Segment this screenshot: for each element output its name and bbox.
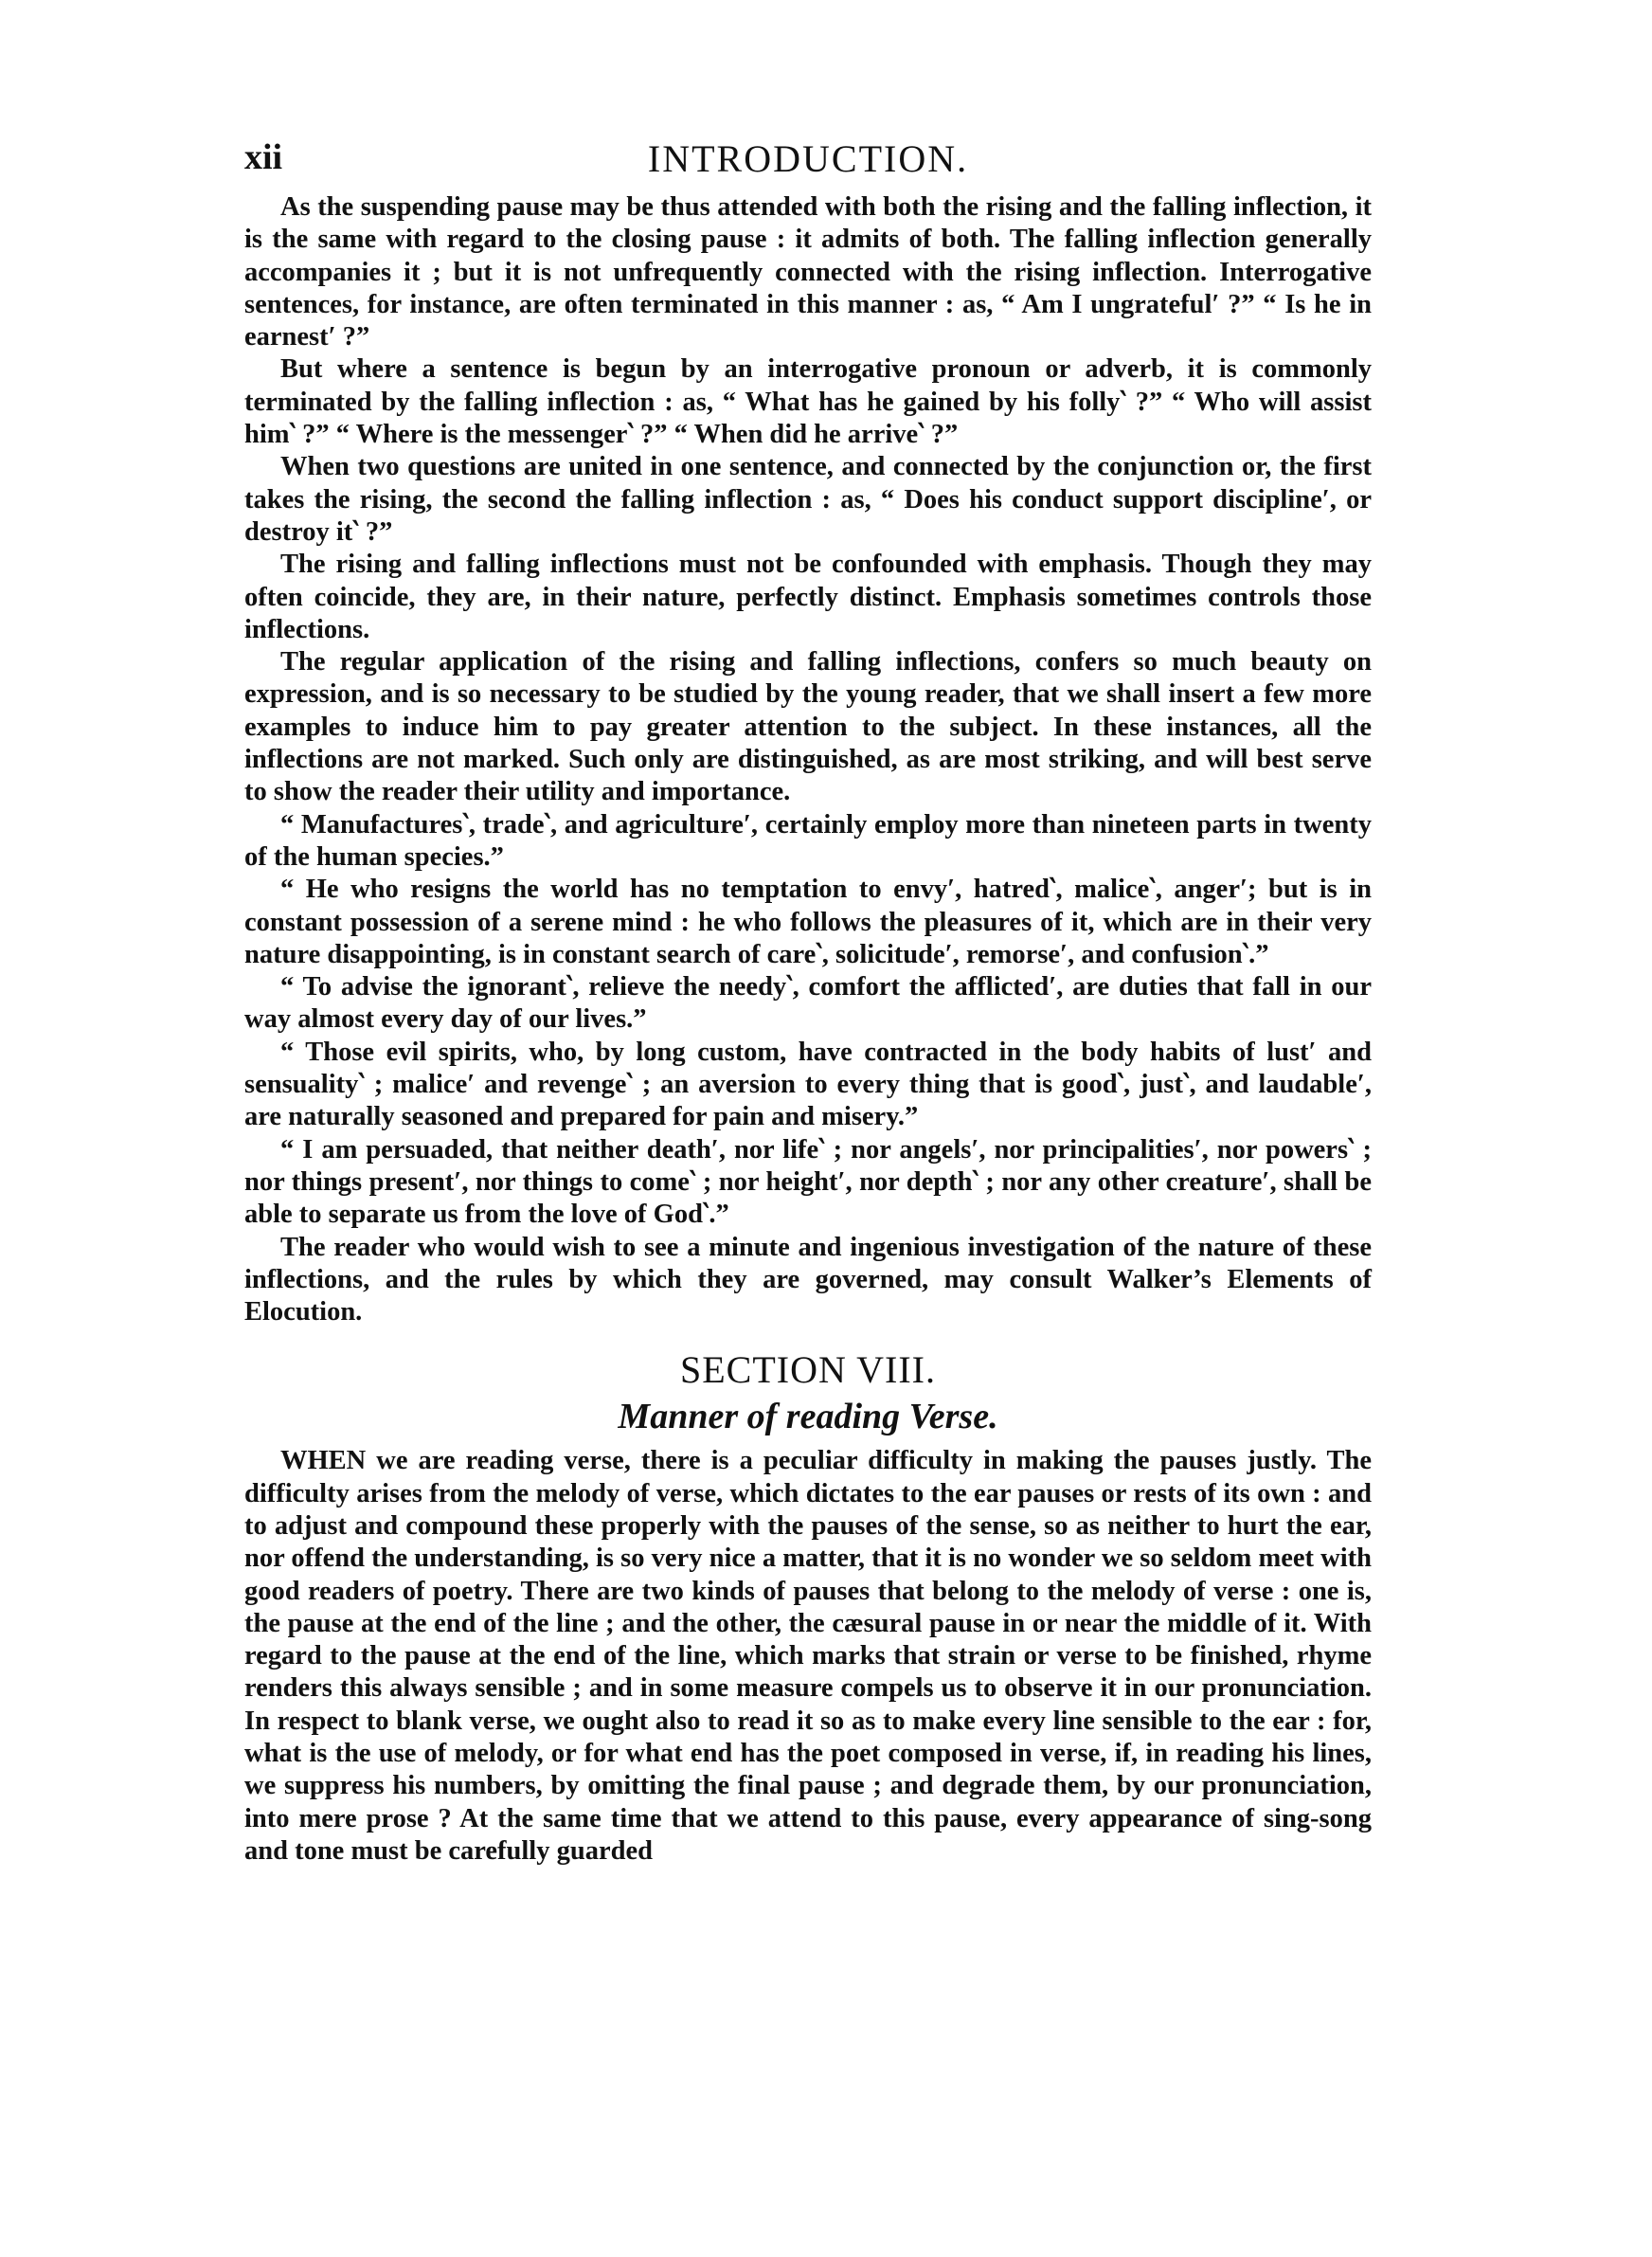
running-head: INTRODUCTION. (647, 137, 969, 180)
paragraph: “ He who resigns the world has no temptation to envy′, hatred‵, malice‵, anger′; but is in constant possession of a serene mind : he who follows the pleasures of it, which are in their very nature disappointing, is in constant search of care‵, solicitude′, remorse′, and confusion‵.” (244, 875, 1372, 969)
paragraph: WHEN we are reading verse, there is a peculiar difficulty in making the pauses justly. The difficulty arises from the melody of verse, which dictates to the ear pauses or rests of its own : and to adjust and compound these properly with the pauses of the sense, so as neither to hurt the ear, nor offend the understanding, is so very nice a matter, that it is no wonder we so seldom meet with good readers of poetry. There are two kinds of pauses that belong to the melody of verse : one is, the pause at the end of the line ; and the other, the cæsural pause in or near the middle of it. With regard to the pause at the end of the line, which marks that strain or verse to be finished, rhyme renders this always sensible ; and in some measure compels us to observe it in our pronunciation. In respect to blank verse, we ought also to read it so as to make every line sensible to the ear : for, what is the use of melody, or for what end has the poet composed in verse, if, in reading his lines, we suppress his numbers, by omitting the final pause ; and degrade them, by our pronunciation, into mere prose ? At the same time that we attend to this pause, every appearance of sing-song and tone must be carefully guarded (244, 1446, 1372, 1866)
paragraph: But where a sentence is begun by an interrogative pronoun or adverb, it is commonly terminated by the falling inflection : as, “ What has he gained by his folly‵ ?” “ Who will assist him‵ ?” “ Where is the messenger‵ ?” “ When did he arrive‵ ?” (244, 354, 1372, 450)
paragraph: The regular application of the rising and falling inflections, confers so much beauty on expression, and is so necessary to be studied by the young reader, that we shall insert a few more examples to induce him to pay greater attention to the subject. In these instances, all the inflections are not marked. Such only are distinguished, as are most striking, and will best serve to show the reader their utility and importance. (244, 647, 1372, 807)
book-page (244, 133, 1372, 1868)
paragraph: “ I am persuaded, that neither death′, nor life‵ ; nor angels′, nor principalities′, nor powers‵ ; nor things present′, nor things to come‵ ; nor height′, nor depth‵ ; nor any other creature′, shall be able to separate us from the love of God‵.” (244, 1134, 1372, 1230)
body-text-bottom (244, 1445, 1372, 1868)
paragraph: The rising and falling inflections must not be confounded with emphasis. Though they may often coincide, they are, in their nature, perfectly distinct. Emphasis sometimes controls those inflections. (244, 550, 1372, 644)
paragraph: “ Manufactures‵, trade‵, and agriculture′, certainly employ more than nineteen parts in twenty of the human species.” (244, 809, 1372, 872)
paragraph: When two questions are united in one sentence, and connected by the conjunction or, the first takes the rising, the second the falling inflection : as, “ Does his conduct support discipline′, or destroy it‵ ?” (244, 452, 1372, 547)
page-number: xii (244, 137, 283, 177)
paragraph: “ To advise the ignorant‵, relieve the needy‵, comfort the afflicted′, are duties that fall in our way almost every day of our lives.” (244, 972, 1372, 1035)
paragraph: “ Those evil spirits, who, by long custom, have contracted in the body habits of lust′ and sensuality‵ ; malice′ and revenge‵ ; an aversion to every thing that is good‵, just‵, and laudable′, are naturally seasoned and prepared for pain and misery.” (244, 1037, 1372, 1132)
body-text-top (244, 191, 1372, 1328)
page-header (244, 133, 1372, 191)
section-title: SECTION VIII. (679, 1348, 936, 1392)
section-subtitle: Manner of reading Verse. (618, 1397, 998, 1437)
paragraph: As the suspending pause may be thus attended with both the rising and the falling inflection, it is the same with regard to the closing pause : it admits of both. The falling inflection generally accompanies it ; but it is not unfrequently connected with the rising inflection. Interrogative sentences, for instance, are often terminated in this manner : as, “ Am I ungrateful′ ?” “ Is he in earnest′ ?” (244, 192, 1372, 352)
paragraph: The reader who would wish to see a minute and ingenious investigation of the nature of these inflections, and the rules by which they are governed, may consult Walker’s Elements of Elocution. (244, 1232, 1372, 1327)
